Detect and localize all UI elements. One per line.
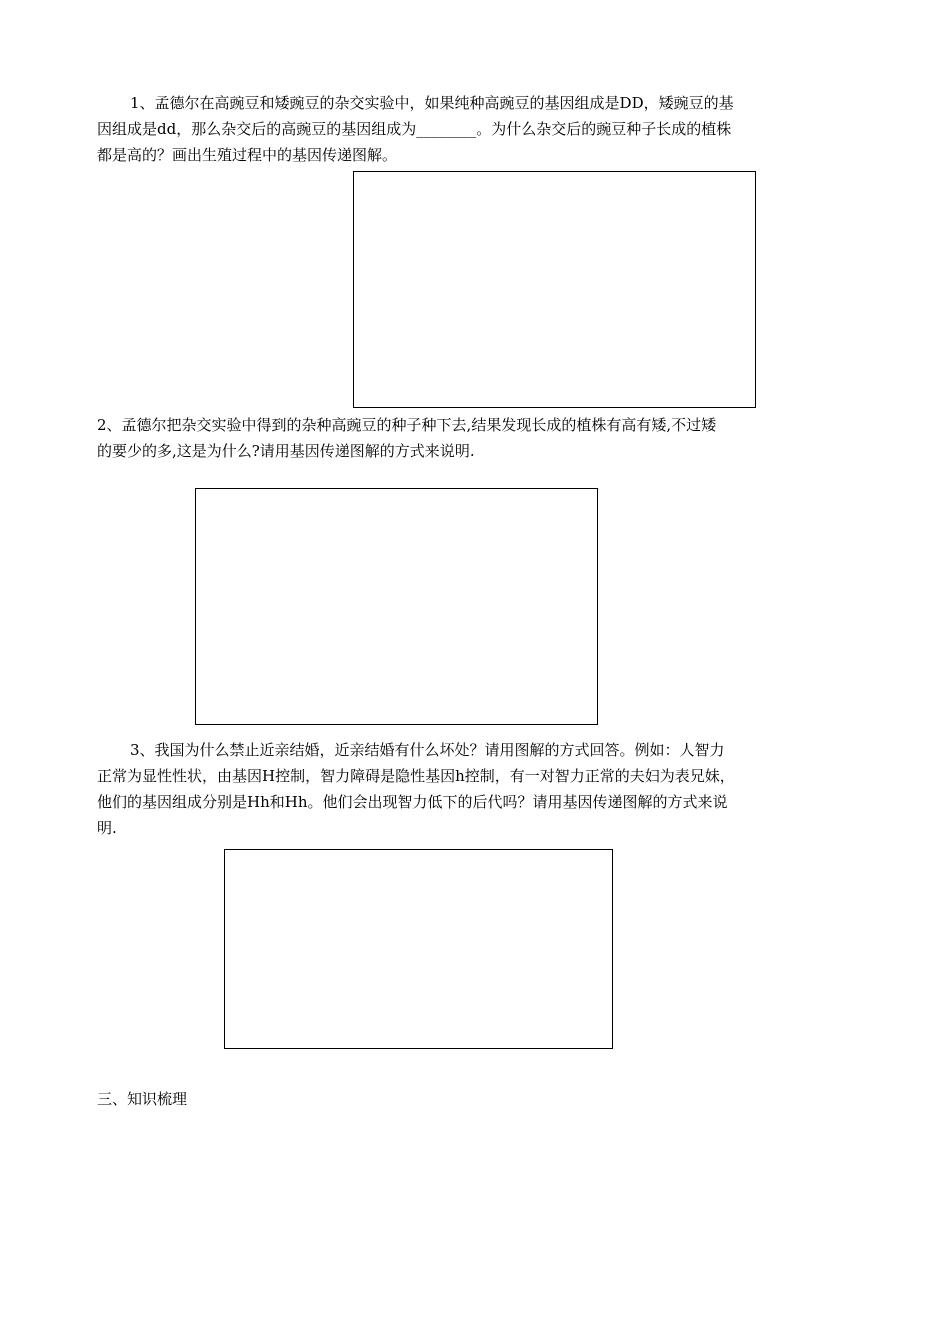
question-3-line-4: 明.	[97, 819, 117, 837]
question-1-line-2: 因组成是dd，那么杂交后的高豌豆的基因组成为________。为什么杂交后的豌豆种子长成的植株	[97, 120, 732, 138]
question-2-answer-box[interactable]	[195, 488, 598, 725]
question-3-answer-box[interactable]	[224, 849, 613, 1049]
question-3-line-2: 正常为显性性状，由基因H控制，智力障碍是隐性基因h控制，有一对智力正常的夫妇为表兄妹，	[97, 767, 735, 785]
question-3-line-1: 3、我国为什么禁止近亲结婚，近亲结婚有什么坏处？请用图解的方式回答。例如：人智力	[130, 741, 725, 759]
section-heading: 三、知识梳理	[97, 1090, 188, 1108]
question-2-line-1: 2、孟德尔把杂交实验中得到的杂种高豌豆的种子种下去,结果发现长成的植株有高有矮,不过矮	[97, 416, 717, 434]
question-1-text	[97, 90, 734, 168]
question-2-line-2: 的要少的多,这是为什么?请用基因传递图解的方式来说明.	[97, 442, 475, 460]
question-1-line-1: 1、孟德尔在高豌豆和矮豌豆的杂交实验中，如果纯种高豌豆的基因组成是DD，矮豌豆的基	[130, 94, 734, 112]
question-3-line-3: 他们的基因组成分别是Hh和Hh。他们会出现智力低下的后代吗？请用基因传递图解的方式来说	[97, 793, 728, 811]
question-2-text	[97, 412, 716, 464]
question-3-text	[97, 737, 735, 841]
question-1-line-3: 都是高的？画出生殖过程中的基因传递图解。	[97, 146, 398, 164]
question-1-answer-box[interactable]	[353, 171, 756, 408]
